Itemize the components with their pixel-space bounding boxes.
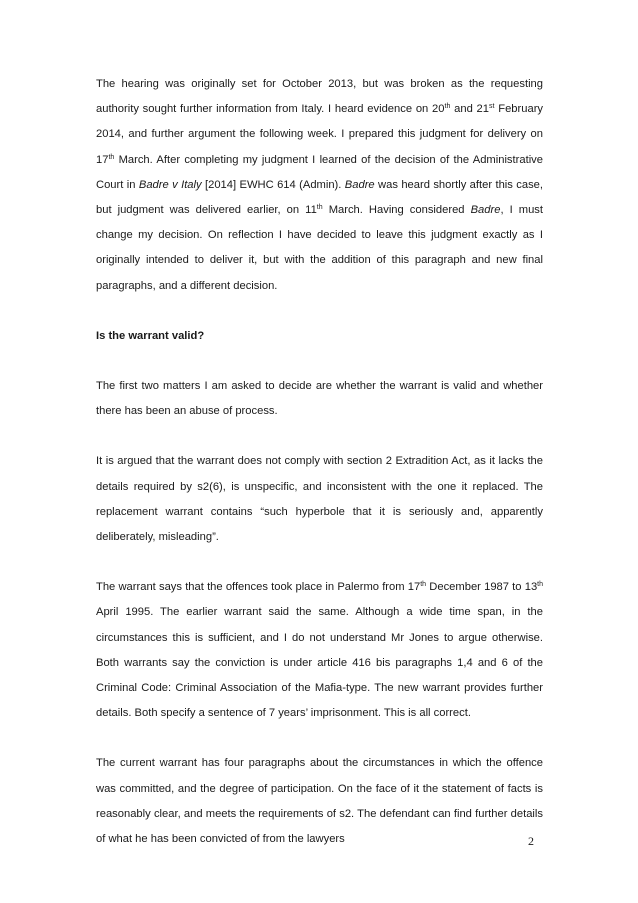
paragraph-spacer bbox=[96, 550, 543, 575]
case-name: Badre v Italy bbox=[138, 178, 202, 191]
paragraph-matters-to-decide: The first two matters I am asked to decide are whether the warrant is valid and whether there has been an abuse of process. bbox=[96, 380, 543, 418]
ordinal-suffix: th bbox=[108, 153, 115, 161]
ordinal-suffix: th bbox=[316, 204, 323, 212]
text-run: April 1995. The earlier warrant said the same. Although a wide time span, in the circumstances this is sufficient, and I do not understand Mr Jones to argue otherwise. Both warrants say the conviction is under article 416 bis paragraphs 1,4 and 6 of the Criminal Code: Criminal Association of the Mafia-type. The new warrant provides further details. Both specify a sentence of 7 years’ imprisonment. This is all correct. bbox=[96, 606, 543, 720]
paragraph-warrant-details bbox=[96, 575, 543, 726]
text-run: and 21 bbox=[450, 103, 490, 116]
ordinal-suffix: th bbox=[420, 581, 427, 589]
text-run: December 1987 to 13 bbox=[426, 581, 538, 594]
text-run: , I must change my decision. On reflection I have decided to leave this judgment exactly as I originally intended to deliver it, but with the addition of this paragraph and new final paragraphs, and a different decision. bbox=[96, 204, 543, 292]
page-number: 2 bbox=[528, 834, 534, 848]
paragraph-spacer bbox=[96, 424, 543, 449]
ordinal-suffix: st bbox=[489, 103, 495, 111]
paragraph-spacer bbox=[96, 349, 543, 374]
text-run: [2014] EWHC 614 (Admin). bbox=[201, 178, 345, 191]
paragraph-spacer bbox=[96, 726, 543, 751]
paragraph-warrant-argument: It is argued that the warrant does not comply with section 2 Extradition Act, as it lacks the details required by s2(6), is unspecific, and inconsistent with the one it replaced. The replacement warrant contains “such hyperbole that it is seriously and, apparently deliberately, misleading”. bbox=[96, 455, 543, 544]
text-run: February 2014, and further argument the following week. I prepared this judgment for delivery on 17 bbox=[96, 103, 544, 166]
text-run: The hearing was originally set for October 2013, but was broken as the requesting authority sought further information from Italy. I heard evidence on 20 bbox=[96, 78, 543, 116]
text-run: March. Having considered bbox=[322, 204, 471, 217]
document-body bbox=[96, 72, 543, 852]
case-name: Badre bbox=[470, 204, 501, 217]
case-name: Badre bbox=[344, 178, 375, 191]
text-run: The warrant says that the offences took place in Palermo from 17 bbox=[96, 581, 421, 594]
text-run: was heard shortly after this case, but judgment was delivered earlier, on 11 bbox=[96, 178, 543, 217]
paragraph-hearing-history bbox=[96, 72, 543, 299]
section-heading: Is the warrant valid? bbox=[96, 329, 205, 342]
ordinal-suffix: th bbox=[537, 581, 544, 589]
paragraph-current-warrant: The current warrant has four paragraphs about the circumstances in which the offence was committed, and the degree of participation. On the face of it the statement of facts is reasonably clear, and meets the requirements of s2. The defendant can find further details of what he has been convicted of from the lawyers bbox=[96, 757, 543, 846]
ordinal-suffix: th bbox=[444, 103, 451, 111]
paragraph-spacer bbox=[96, 299, 543, 324]
text-run: March. After completing my judgment I learned of the decision of the Administrative Court in bbox=[96, 153, 543, 191]
